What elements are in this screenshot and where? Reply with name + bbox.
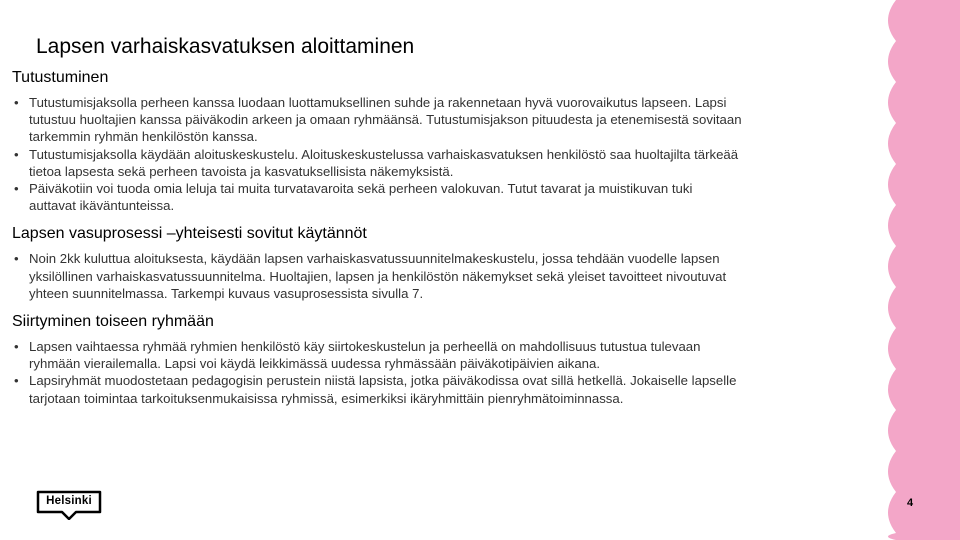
bullet-list (12, 250, 892, 302)
logo-text: Helsinki (46, 495, 92, 507)
bullet-item: • Noin 2kk kuluttua aloituksesta, käydään lapsen varhaiskasvatussuunnitelmakeskustelu, jossa tehdään vuodelle lapsen yksilöllinen varhaiskasvatussuunnitelma. Huoltajien, lapsen ja henkilöstön näkemykset sekä yleiset tavoitteet nivoutuvat yhteen suunnitelmassa. Tarkempi kuvaus vasuprosessista sivulla 7. (12, 250, 892, 302)
bullet-item: • Tutustumisjaksolla käydään aloituskeskustelu. Aloituskeskustelussa varhaiskasvatuksen henkilöstö saa huoltajilta tärkeää tietoa lapsesta sekä perheen tavoista ja kasvatuksellisista näkemyksistä. (12, 146, 892, 180)
section-vasuprosessi (12, 224, 892, 302)
slide-title: Lapsen varhaiskasvatuksen aloittaminen (36, 35, 415, 58)
bullet-item: • Tutustumisjaksolla perheen kanssa luodaan luottamuksellinen suhde ja rakennetaan hyvä vuorovaikutus lapseen. Lapsi tutustuu huoltajien kanssa päiväkodin arkeen ja omaan ryhmäänsä. Tutustumisjakson pituudesta ja etenemisestä sovitaan tarkemmin ryhmän henkilöstön kanssa. (12, 94, 892, 146)
section-siirtyminen (12, 312, 892, 407)
bullet-item: • Lapsiryhmät muodostetaan pedagogisin perustein niistä lapsista, jotka päiväkodissa ovat sillä hetkellä. Jokaiselle lapselle tarjotaan toimintaa tarkoituksenmukaisissa ryhmissä, esimerkiksi ikäryhmittäin pienryhmätoiminnassa. (12, 372, 892, 406)
bullet-item: • Päiväkotiin voi tuoda omia leluja tai muita turvatavaroita sekä perheen valokuvan. Tutut tavarat ja muistikuvan tuki auttavat ikäväntunteissa. (12, 180, 892, 214)
helsinki-logo (36, 490, 102, 520)
section-heading: Siirtyminen toiseen ryhmään (12, 313, 214, 331)
bullet-list (12, 94, 892, 214)
section-heading: Lapsen vasuprosessi –yhteisesti sovitut käytännöt (12, 225, 367, 243)
bullet-item: • Lapsen vaihtaessa ryhmää ryhmien henkilöstö käy siirtokeskustelun ja perheellä on mahdollisuus tutustua tulevaan ryhmään vierailemalla. Lapsi voi käydä leikkimässä uudessa ryhmässään päiväkotipäivien aikana. (12, 338, 892, 372)
bullet-list (12, 338, 892, 407)
slide-content (12, 68, 892, 417)
section-tutustuminen (12, 68, 892, 214)
section-heading: Tutustuminen (12, 69, 109, 86)
page-number: 4 (907, 497, 914, 509)
